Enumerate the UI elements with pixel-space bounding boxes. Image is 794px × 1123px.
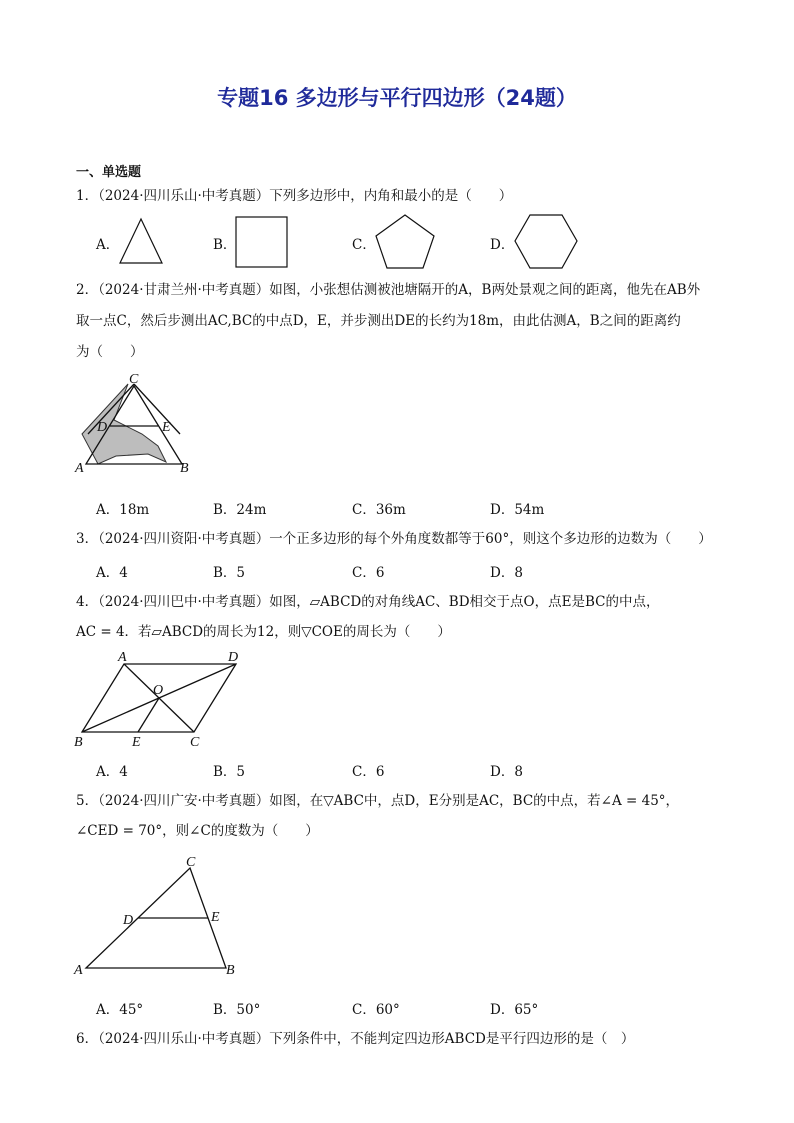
- question-4-option-c: C．6: [352, 764, 385, 780]
- label-e: E: [162, 420, 171, 435]
- question-3-option-c: C．6: [352, 565, 385, 581]
- question-1-option-b-label: B．: [213, 237, 237, 253]
- question-2-stem-line-1: 2．（2024·甘肃兰州·中考真题）如图，小张想估测被池塘隔开的A，B两处景观之间的距离，他先在AB外: [76, 282, 701, 298]
- section-heading: 一、单选题: [76, 165, 142, 180]
- label-a: A: [74, 963, 83, 978]
- question-4-parallelogram-figure: [72, 646, 250, 750]
- question-2-pond-triangle-figure: [74, 372, 198, 478]
- question-1-option-d-label: D．: [490, 237, 515, 253]
- question-4-option-d: D．8: [490, 764, 523, 780]
- question-3-stem: 3．（2024·四川资阳·中考真题）一个正多边形的每个外角度数都等于60°，则这个多边形的边数为（ ）: [76, 531, 712, 547]
- pond-shape: [82, 384, 166, 464]
- label-d: D: [123, 913, 134, 928]
- label-a: A: [75, 461, 84, 476]
- page-title: 专题16 多边形与平行四边形（24题）: [217, 86, 577, 110]
- triangle-icon: [118, 216, 164, 266]
- question-1-stem: 1．（2024·四川乐山·中考真题）下列多边形中，内角和最小的是（ ）: [76, 188, 513, 204]
- question-2-stem-line-3: 为（ ）: [76, 344, 144, 360]
- label-b: B: [226, 963, 235, 978]
- question-1-option-c-label: C．: [352, 237, 376, 253]
- label-e: E: [132, 735, 141, 750]
- question-2-option-a: A．18m: [96, 502, 150, 518]
- label-b: B: [180, 461, 189, 476]
- question-5-option-b: B．50°: [213, 1002, 261, 1018]
- question-4-stem-line-2: AC = 4．若▱ABCD的周长为12，则▽COE的周长为（ ）: [76, 624, 451, 640]
- label-d: D: [228, 650, 239, 665]
- square-icon: [234, 215, 290, 269]
- question-2-option-b: B．24m: [213, 502, 267, 518]
- question-3-option-d: D．8: [490, 565, 523, 581]
- question-2-option-d: D．54m: [490, 502, 545, 518]
- question-5-option-a: A．45°: [96, 1002, 144, 1018]
- question-3-option-a: A．4: [96, 565, 128, 581]
- hexagon-icon: [513, 212, 579, 272]
- question-3-option-b: B．5: [213, 565, 246, 581]
- label-c: C: [190, 735, 200, 750]
- label-o: O: [153, 683, 164, 698]
- label-e: E: [211, 910, 220, 925]
- question-4-option-a: A．4: [96, 764, 128, 780]
- label-c: C: [186, 855, 196, 870]
- label-a: A: [118, 650, 127, 665]
- label-d: D: [97, 420, 108, 435]
- question-4-stem-line-1: 4．（2024·四川巴中·中考真题）如图，▱ABCD的对角线AC、BD相交于点O，点E是BC的中点，: [76, 594, 660, 610]
- question-1-option-a-label: A．: [96, 237, 120, 253]
- question-2-stem-line-2: 取一点C，然后步测出AC,BC的中点D，E，并步测出DE的长约为18m，由此估测A，B之间的距离约: [76, 313, 681, 329]
- question-6-stem: 6．（2024·四川乐山·中考真题）下列条件中，不能判定四边形ABCD是平行四边形的是（ ）: [76, 1031, 635, 1047]
- question-5-stem-line-2: ∠CED = 70°，则∠C的度数为（ ）: [76, 823, 319, 839]
- pentagon-icon: [372, 212, 438, 270]
- question-5-option-d: D．65°: [490, 1002, 539, 1018]
- label-c: C: [129, 372, 139, 387]
- label-b: B: [74, 735, 83, 750]
- question-2-option-c: C．36m: [352, 502, 406, 518]
- question-5-option-c: C．60°: [352, 1002, 400, 1018]
- question-5-stem-line-1: 5．（2024·四川广安·中考真题）如图，在▽ABC中，点D，E分别是AC，BC的中点，若∠A = 45°，: [76, 793, 680, 809]
- question-5-triangle-figure: [72, 852, 246, 982]
- question-4-option-b: B．5: [213, 764, 246, 780]
